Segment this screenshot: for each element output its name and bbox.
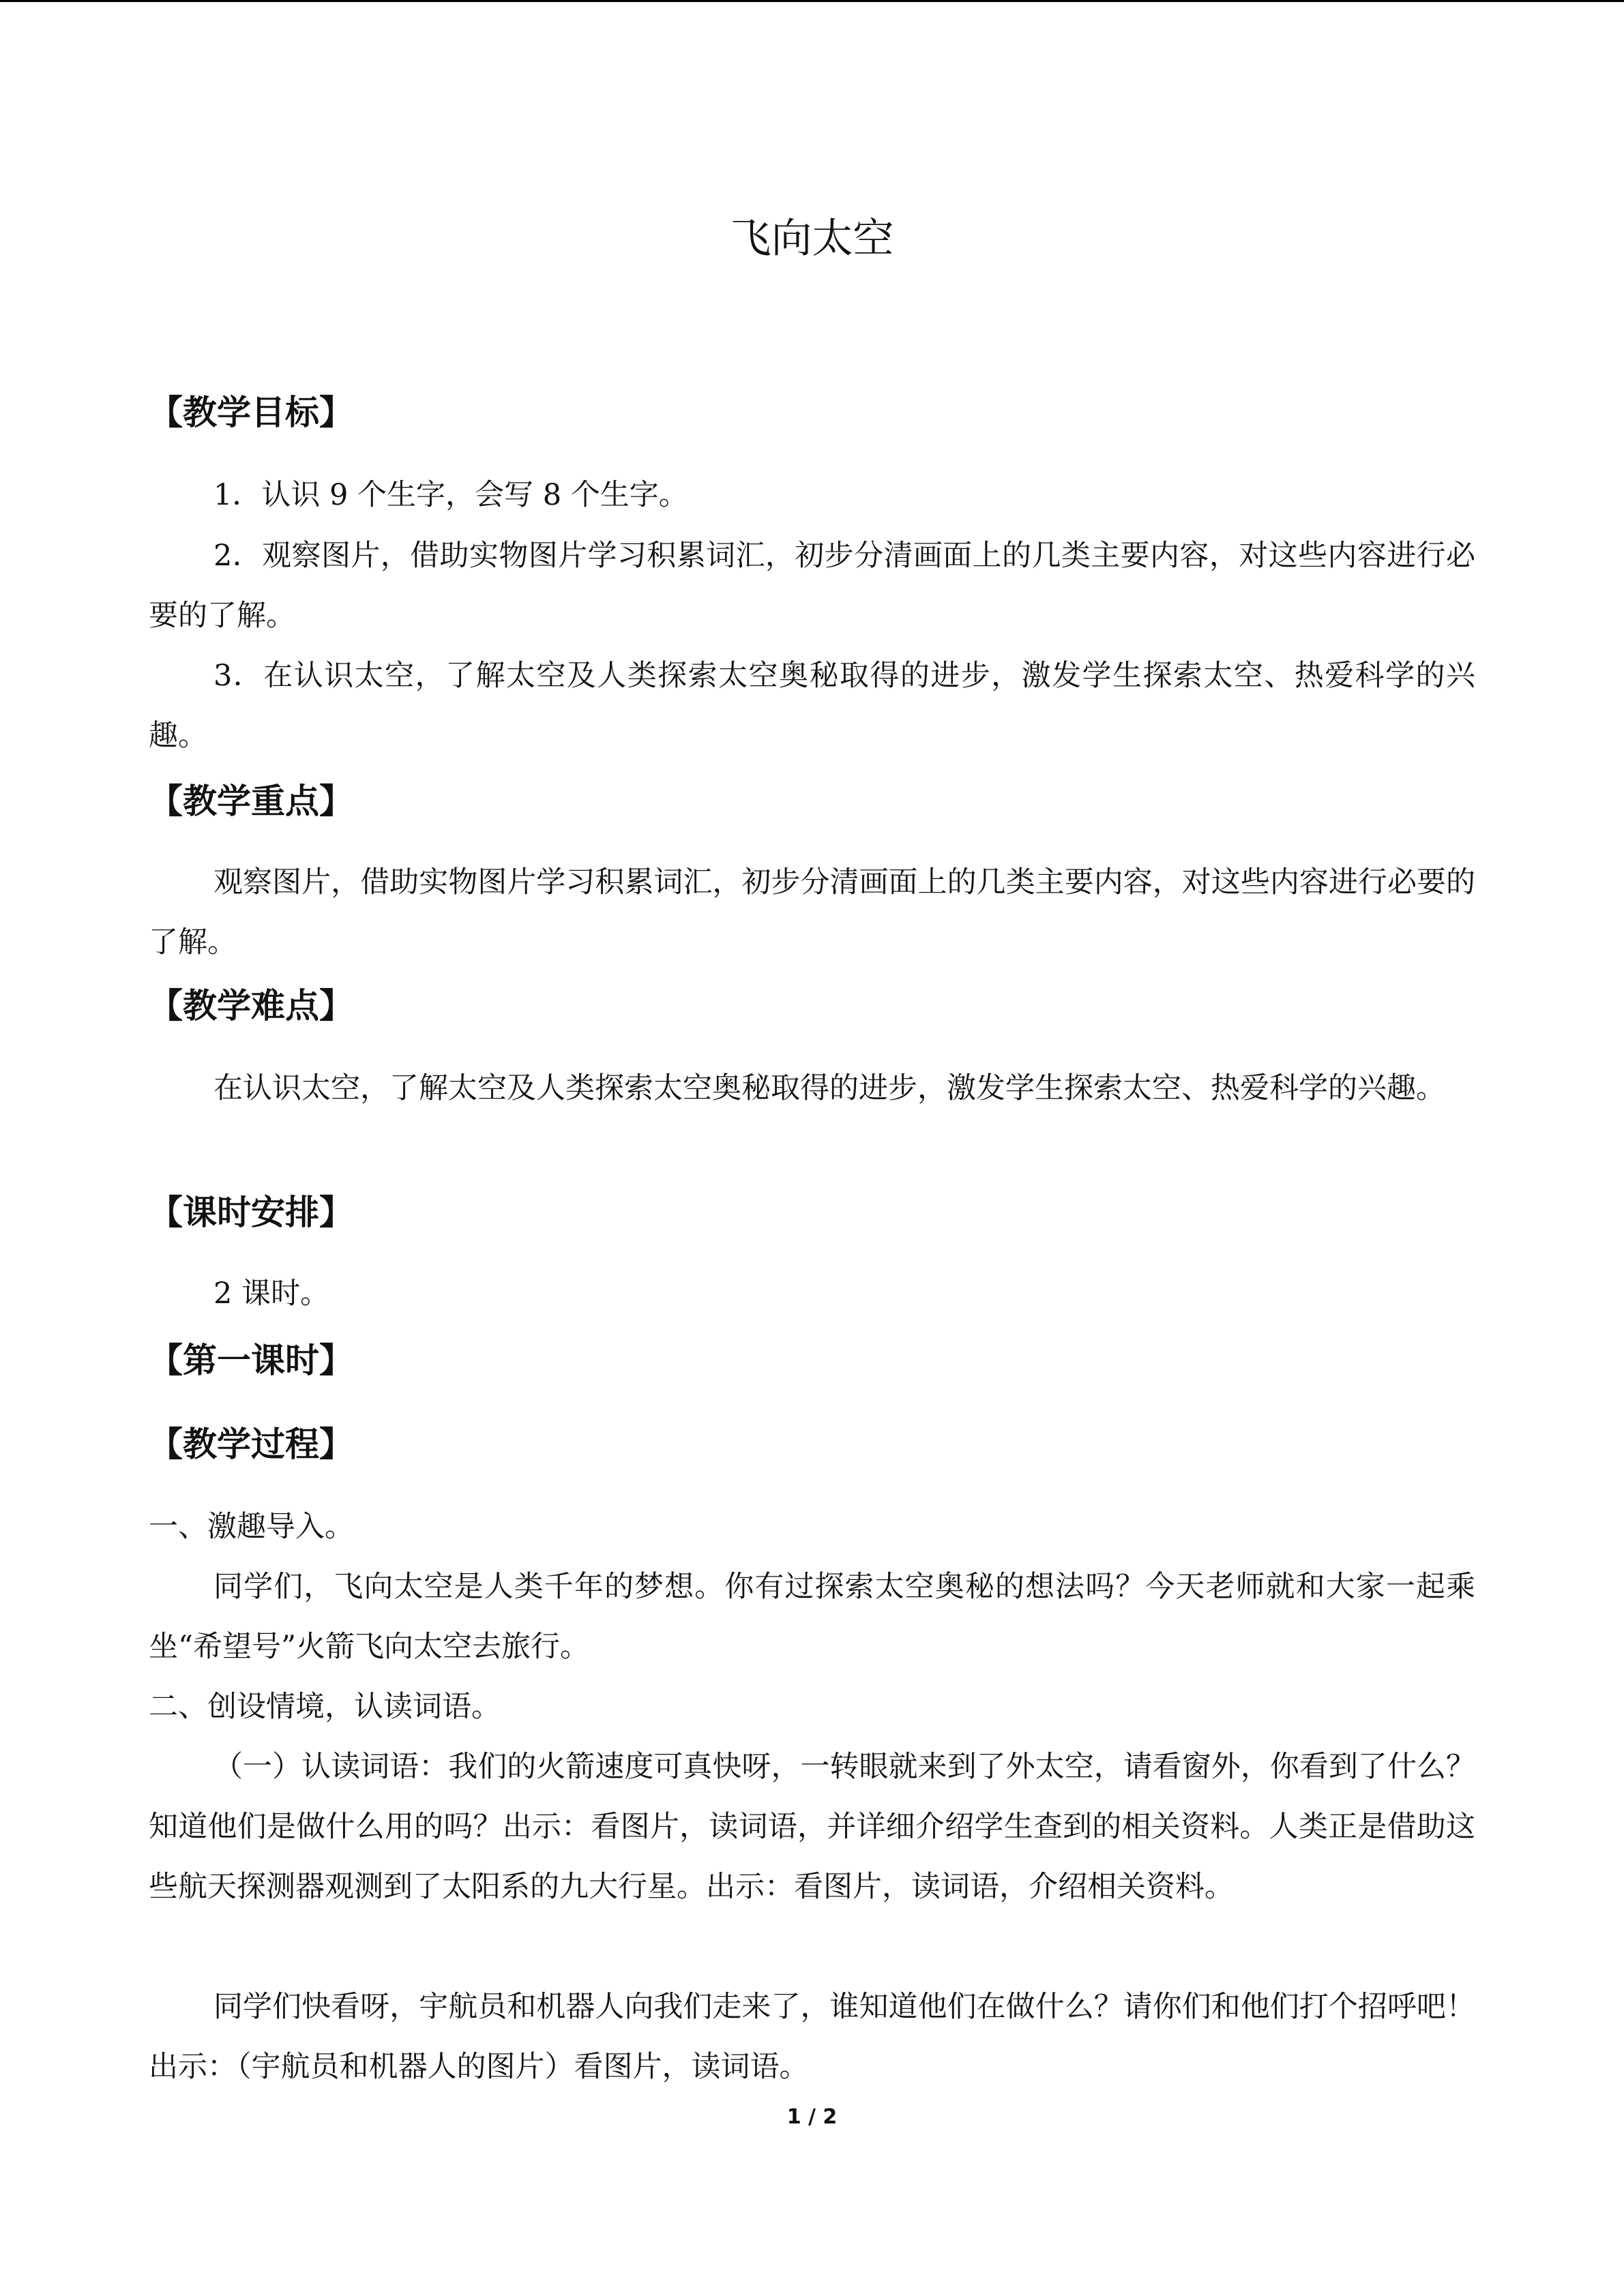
process-step1-title: 一、激趣导入。 (149, 1510, 354, 1544)
process-step2-title: 二、创设情境，认读词语。 (149, 1690, 501, 1724)
heading-process: 【教学过程】 (149, 1425, 353, 1464)
document-page (149, 0, 1475, 2296)
schedule-text: 2 课时。 (213, 1277, 330, 1311)
heading-key-points: 【教学重点】 (149, 781, 353, 821)
heading-objectives: 【教学目标】 (149, 393, 353, 432)
heading-schedule: 【课时安排】 (149, 1193, 353, 1232)
page-number: 1 / 2 (786, 2105, 838, 2129)
objective-item-2: 2．观察图片，借助实物图片学习积累词汇，初步分清画面上的几类主要内容，对这些内容进行必要的了解。 (149, 539, 1475, 633)
key-points-text: 观察图片，借助实物图片学习积累词汇，初步分清画面上的几类主要内容，对这些内容进行必要的了解。 (149, 865, 1475, 959)
heading-difficulties: 【教学难点】 (149, 986, 353, 1026)
heading-first-lesson: 【第一课时】 (149, 1341, 353, 1380)
objective-item-1: 1．认识 9 个生字，会写 8 个生字。 (213, 478, 688, 512)
process-step2-text2: 同学们快看呀，宇航员和机器人向我们走来了，谁知道他们在做什么？请你们和他们打个招呼吧！出示：（宇航员和机器人的图片）看图片，读词语。 (149, 1990, 1475, 2084)
process-step1-text: 同学们，飞向太空是人类千年的梦想。你有过探索太空奥秘的想法吗？今天老师就和大家一起乘坐“希望号”火箭飞向太空去旅行。 (149, 1570, 1475, 1664)
difficulties-text: 在认识太空，了解太空及人类探索太空奥秘取得的进步，激发学生探索太空、热爱科学的兴趣。 (213, 1071, 1445, 1105)
document-title: 飞向太空 (730, 215, 894, 263)
objective-item-3: 3．在认识太空，了解太空及人类探索太空奥秘取得的进步，激发学生探索太空、热爱科学的兴趣。 (149, 659, 1475, 753)
process-step2-text1: （一）认读词语：我们的火箭速度可真快呀，一转眼就来到了外太空，请看窗外，你看到了什么？知道他们是做什么用的吗？出示：看图片，读词语，并详细介绍学生查到的相关资料。人类正是借助这些航天探测器观测到了太阳系的九大行星。出示：看图片，读词语，介绍相关资料。 (149, 1750, 1475, 1904)
